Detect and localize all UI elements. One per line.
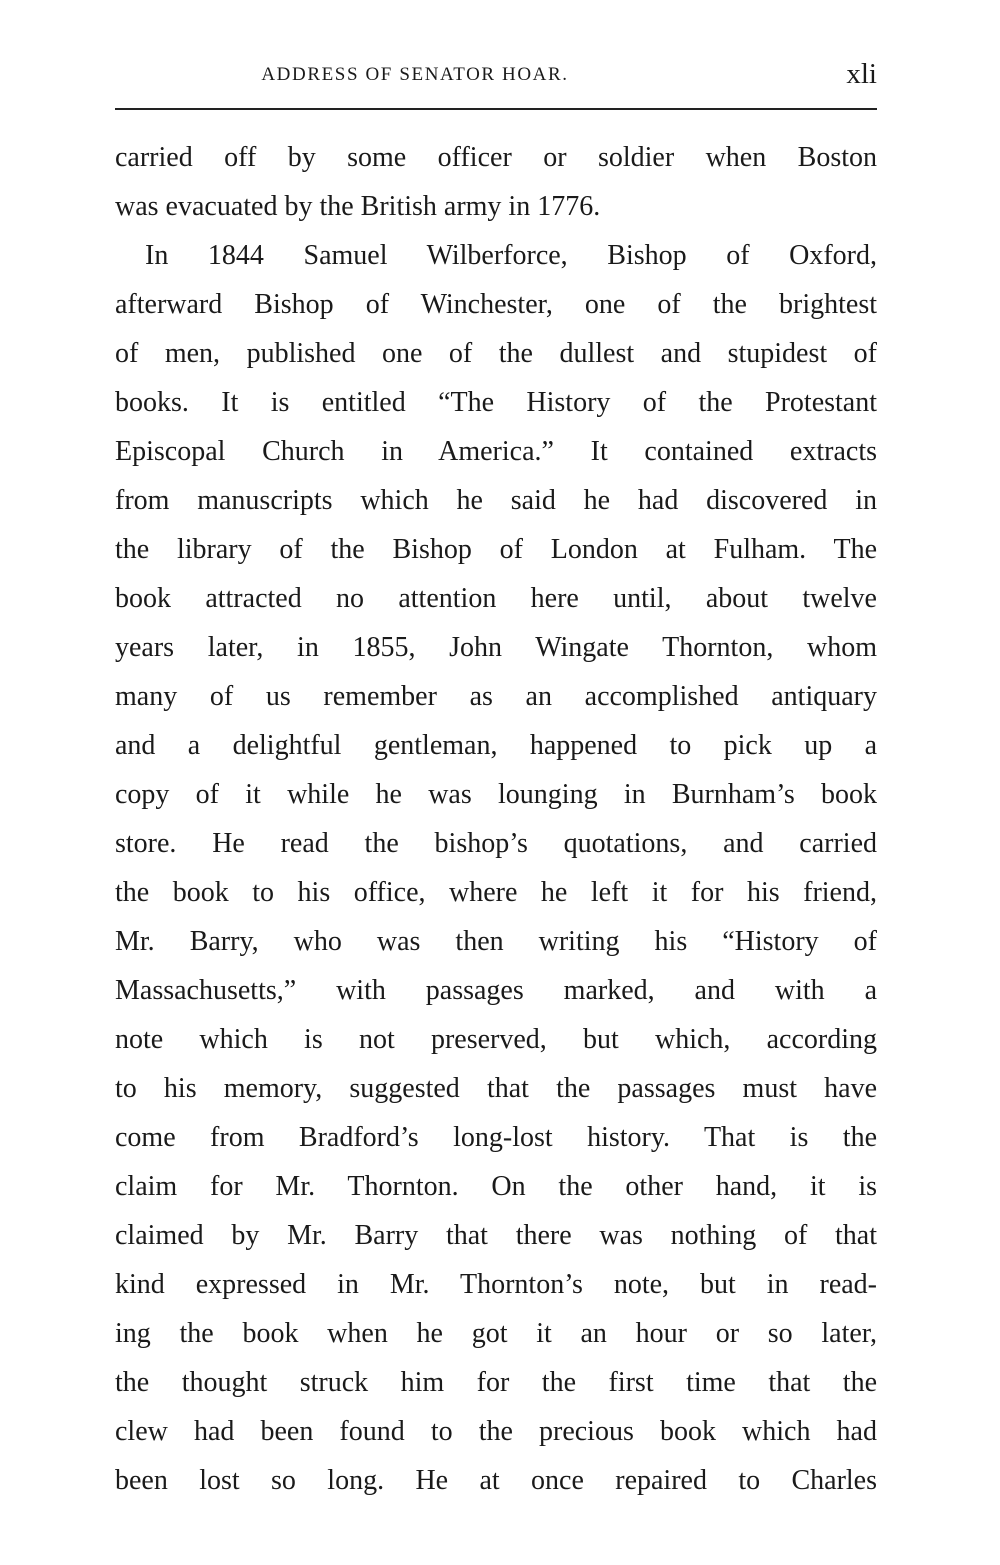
text-line: of men, published one of the dullest and stupidest of xyxy=(115,338,877,369)
text-line: Episcopal Church in America.” It contained extracts xyxy=(115,436,877,467)
text-line: kind expressed in Mr. Thornton’s note, but in read- xyxy=(115,1269,877,1300)
text-line: the library of the Bishop of London at Fulham. The xyxy=(115,534,877,565)
text-line: been lost so long. He at once repaired to Charles xyxy=(115,1465,877,1496)
text-line: from manuscripts which he said he had discovered in xyxy=(115,485,877,516)
text-line: clew had been found to the precious book which had xyxy=(115,1416,877,1447)
running-title: ADDRESS OF SENATOR HOAR. xyxy=(261,64,569,85)
text-line: the thought struck him for the first time that the xyxy=(115,1367,877,1398)
text-line: store. He read the bishop’s quotations, and carried xyxy=(115,828,877,859)
text-line: book attracted no attention here until, about twelve xyxy=(115,583,877,614)
text-line: and a delightful gentleman, happened to pick up a xyxy=(115,730,877,761)
text-line: to his memory, suggested that the passages must have xyxy=(115,1073,877,1104)
text-line: books. It is entitled “The History of the Protestant xyxy=(115,387,877,418)
text-line: come from Bradford’s long-lost history. That is the xyxy=(115,1122,877,1153)
text-line: claim for Mr. Thornton. On the other hand, it is xyxy=(115,1171,877,1202)
text-line: afterward Bishop of Winchester, one of the brightest xyxy=(115,289,877,320)
text-line: carried off by some officer or soldier when Boston xyxy=(115,142,877,173)
text-line: many of us remember as an accomplished antiquary xyxy=(115,681,877,712)
text-line: Mr. Barry, who was then writing his “History of xyxy=(115,926,877,957)
text-line: note which is not preserved, but which, according xyxy=(115,1024,877,1055)
text-line: the book to his office, where he left it for his friend, xyxy=(115,877,877,908)
body-text xyxy=(115,133,877,1505)
paragraph-first-line: In 1844 Samuel Wilberforce, Bishop of Oxford, xyxy=(145,240,877,271)
text-line: was evacuated by the British army in 1776. xyxy=(115,191,601,222)
running-head xyxy=(115,58,877,94)
text-line: Massachusetts,” with passages marked, and with a xyxy=(115,975,877,1006)
header-rule xyxy=(115,108,877,110)
text-line: claimed by Mr. Barry that there was nothing of that xyxy=(115,1220,877,1251)
text-line: ing the book when he got it an hour or so later, xyxy=(115,1318,877,1349)
text-line: years later, in 1855, John Wingate Thornton, whom xyxy=(115,632,877,663)
text-line: copy of it while he was lounging in Burnham’s book xyxy=(115,779,877,810)
page-number: xli xyxy=(846,58,877,90)
